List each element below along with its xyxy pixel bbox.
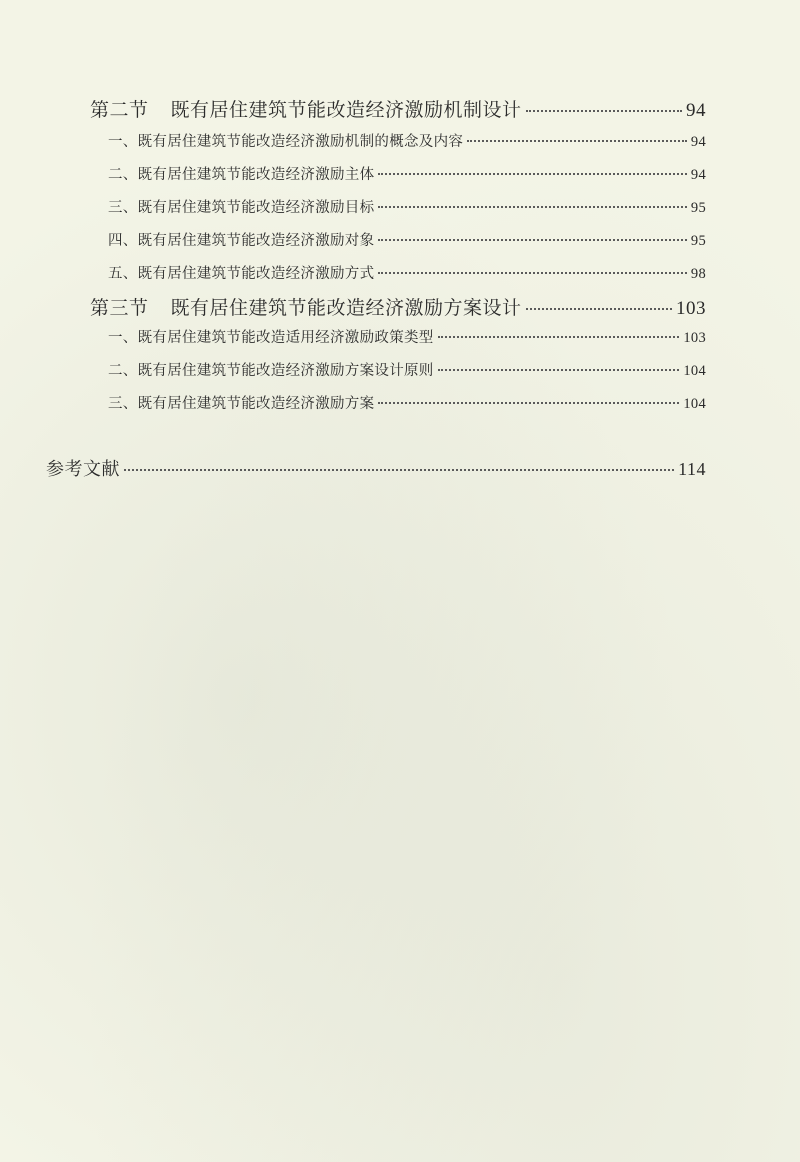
toc-item-label: 三、既有居住建筑节能改造经济激励目标 xyxy=(108,200,375,216)
toc-references-label: 参考文献 xyxy=(46,459,120,480)
toc-item-page: 94 xyxy=(690,167,706,183)
dot-leader xyxy=(438,336,680,338)
toc-item[interactable] xyxy=(108,392,706,413)
toc-item-label: 二、既有居住建筑节能改造经济激励方案设计原则 xyxy=(108,363,434,379)
toc-item-label: 五、既有居住建筑节能改造经济激励方式 xyxy=(108,266,375,282)
dot-leader xyxy=(378,272,686,274)
toc-item-page: 95 xyxy=(690,200,706,216)
toc-item[interactable] xyxy=(108,359,706,380)
toc-item[interactable] xyxy=(108,326,706,347)
toc-item-page: 104 xyxy=(683,396,706,412)
dot-leader xyxy=(526,110,682,112)
toc-item-label: 二、既有居住建筑节能改造经济激励主体 xyxy=(108,167,375,183)
dot-leader xyxy=(378,173,686,175)
toc-section-2-number: 第二节 xyxy=(90,99,149,121)
toc-item-page: 104 xyxy=(683,363,706,379)
dot-leader xyxy=(378,239,686,241)
toc-item-label: 四、既有居住建筑节能改造经济激励对象 xyxy=(108,233,375,249)
toc-item[interactable] xyxy=(108,196,706,217)
dot-leader xyxy=(438,369,680,371)
toc-item-label: 一、既有居住建筑节能改造适用经济激励政策类型 xyxy=(108,330,434,346)
toc-item-page: 95 xyxy=(690,233,706,249)
toc-section-2-title: 既有居住建筑节能改造经济激励机制设计 xyxy=(170,99,522,121)
toc-item-page: 94 xyxy=(690,134,706,150)
toc-item[interactable] xyxy=(108,163,706,184)
toc-item-page: 103 xyxy=(683,330,706,346)
toc-item[interactable] xyxy=(108,229,706,250)
dot-leader xyxy=(378,206,686,208)
toc-references[interactable] xyxy=(46,455,706,481)
toc-item-label: 三、既有居住建筑节能改造经济激励方案 xyxy=(108,396,375,412)
toc-item[interactable] xyxy=(108,130,706,151)
toc-item-page: 98 xyxy=(690,266,706,282)
toc-section-2[interactable] xyxy=(90,95,706,122)
toc-section-3[interactable] xyxy=(90,293,706,320)
toc-section-2-heading xyxy=(90,95,522,122)
toc-item[interactable] xyxy=(108,262,706,283)
toc-section-2-page: 94 xyxy=(686,100,706,121)
toc-section-3-title: 既有居住建筑节能改造经济激励方案设计 xyxy=(170,297,522,319)
dot-leader xyxy=(124,469,674,471)
toc-section-3-number: 第三节 xyxy=(90,297,149,319)
toc-item-label: 一、既有居住建筑节能改造经济激励机制的概念及内容 xyxy=(108,134,464,150)
toc-section-3-page: 103 xyxy=(676,298,706,319)
toc-references-page: 114 xyxy=(678,459,706,479)
dot-leader xyxy=(467,140,687,142)
toc-section-3-heading xyxy=(90,293,522,320)
dot-leader xyxy=(378,402,679,404)
dot-leader xyxy=(526,308,672,310)
